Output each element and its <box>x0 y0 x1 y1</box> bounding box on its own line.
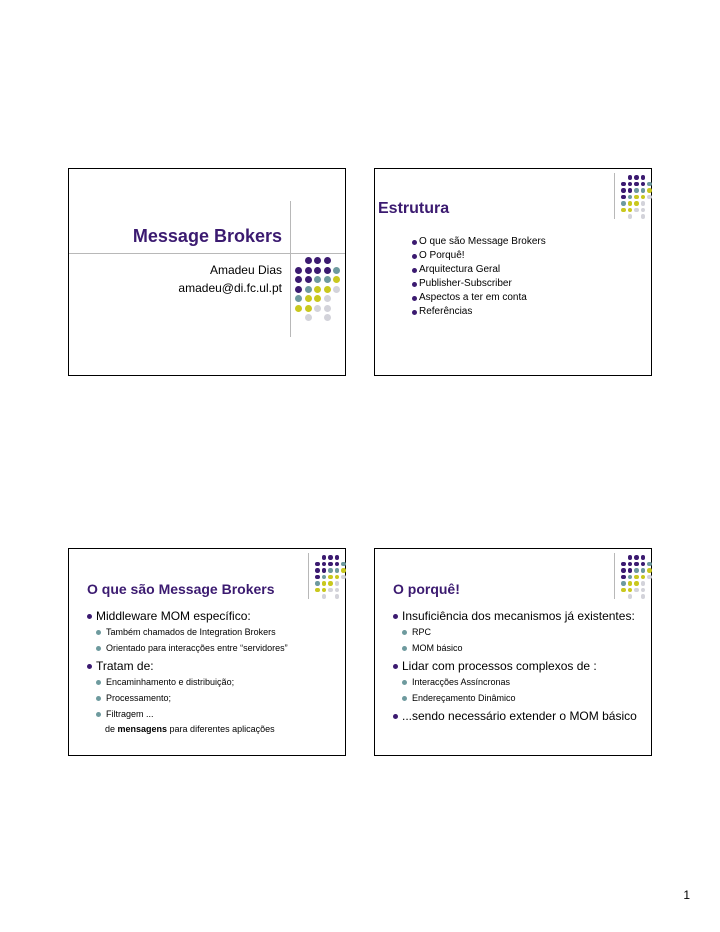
trailing-text: de mensagens para diferentes aplicações <box>105 724 275 734</box>
divider-vertical <box>308 553 309 599</box>
decorative-dot <box>324 286 331 293</box>
decorative-dot <box>621 568 626 573</box>
sub-bullet-item: Filtragem ... <box>87 709 288 720</box>
decorative-dot <box>634 555 639 560</box>
decorative-dot <box>628 588 633 593</box>
decorative-dot <box>641 594 646 599</box>
decorative-dot <box>324 295 331 302</box>
decorative-dot <box>335 562 340 567</box>
decorative-dot <box>328 581 333 586</box>
decorative-dot <box>634 208 639 213</box>
slide-title <box>68 168 346 376</box>
decorative-dot <box>305 267 312 274</box>
slide-heading: Estrutura <box>378 200 450 217</box>
decorative-dot <box>322 588 327 593</box>
decorative-dot <box>628 214 633 219</box>
decorative-dot <box>314 276 321 283</box>
decorative-dot <box>314 295 321 302</box>
divider-vertical <box>290 201 291 337</box>
agenda-list <box>412 235 546 319</box>
decorative-dot <box>641 575 646 580</box>
slide-estrutura <box>374 168 652 376</box>
decorative-dot <box>628 182 633 187</box>
decorative-dot <box>335 555 340 560</box>
decorative-dot <box>641 188 646 193</box>
decorative-dot <box>634 195 639 200</box>
bullet-item: ...sendo necessário extender o MOM básico <box>393 709 637 723</box>
decorative-dot <box>634 575 639 580</box>
bullet-item: Tratam de: <box>87 659 288 673</box>
content-list <box>87 609 288 735</box>
decorative-dot <box>641 588 646 593</box>
divider-horizontal <box>69 253 345 254</box>
decorative-dot <box>634 182 639 187</box>
page-number: 1 <box>683 888 690 902</box>
content-list <box>393 609 637 727</box>
emphasis-text: mensagens <box>117 724 168 734</box>
decorative-dot <box>647 562 652 567</box>
decorative-dot <box>305 286 312 293</box>
decorative-dot <box>333 286 340 293</box>
decorative-dot <box>305 295 312 302</box>
decorative-dot <box>628 575 633 580</box>
bullet-item: Insuficiência dos mecanismos já existentes: <box>393 609 637 623</box>
decorative-dot <box>315 581 320 586</box>
decorative-dot <box>634 175 639 180</box>
decorative-dot <box>641 568 646 573</box>
decorative-dot <box>641 562 646 567</box>
decorative-dot <box>621 195 626 200</box>
bullet-item: Middleware MOM específico: <box>87 609 288 623</box>
decorative-dot <box>647 575 652 580</box>
slide-o-porque <box>374 548 652 756</box>
decorative-dot <box>324 276 331 283</box>
decorative-dot <box>641 214 646 219</box>
decorative-dot <box>305 257 312 264</box>
agenda-item: Referências <box>412 305 546 319</box>
decorative-dot <box>314 267 321 274</box>
slide-heading: O que são Message Brokers <box>87 581 275 597</box>
decorative-dot <box>341 575 346 580</box>
decorative-dot <box>628 555 633 560</box>
decorative-dot <box>628 581 633 586</box>
decorative-dot <box>335 575 340 580</box>
decorative-dot <box>324 305 331 312</box>
decorative-dot <box>628 568 633 573</box>
sub-bullet-item: Também chamados de Integration Brokers <box>87 627 288 638</box>
slide-heading: O porquê! <box>393 581 460 597</box>
decorative-dot <box>628 188 633 193</box>
presentation-title: Message Brokers <box>132 226 282 246</box>
decorative-dot <box>333 276 340 283</box>
decorative-dot <box>641 208 646 213</box>
sub-bullet-item: MOM básico <box>393 643 637 654</box>
decorative-dot <box>628 175 633 180</box>
decorative-dot <box>305 314 312 321</box>
decorative-dot <box>621 182 626 187</box>
decorative-dot <box>322 575 327 580</box>
decorative-dot <box>634 568 639 573</box>
decorative-dot <box>295 267 302 274</box>
decorative-dot <box>328 575 333 580</box>
decorative-dot <box>335 581 340 586</box>
author-name: Amadeu Dias <box>209 263 282 277</box>
decorative-dot <box>641 182 646 187</box>
decorative-dot <box>328 588 333 593</box>
sub-bullet-item: Endereçamento Dinâmico <box>393 693 637 704</box>
sub-bullet-item: Processamento; <box>87 693 288 704</box>
decorative-dot <box>647 568 652 573</box>
decorative-dot <box>295 276 302 283</box>
decorative-dot <box>335 588 340 593</box>
decorative-dot <box>333 267 340 274</box>
decorative-dot <box>324 314 331 321</box>
decorative-dot <box>634 201 639 206</box>
decorative-dot <box>295 286 302 293</box>
decorative-dot <box>647 195 652 200</box>
decorative-dot <box>315 562 320 567</box>
decorative-dot <box>328 568 333 573</box>
decorative-dot <box>328 562 333 567</box>
decorative-dot <box>621 188 626 193</box>
decorative-dot <box>634 562 639 567</box>
decorative-dot <box>621 575 626 580</box>
decorative-dot <box>295 305 302 312</box>
decorative-dot <box>341 562 346 567</box>
decorative-dot <box>628 562 633 567</box>
sub-bullet-item: Encaminhamento e distribuição; <box>87 677 288 688</box>
agenda-item: Publisher-Subscriber <box>412 277 546 291</box>
decorative-dot <box>621 562 626 567</box>
decorative-dot <box>335 594 340 599</box>
decorative-dot <box>621 201 626 206</box>
decorative-dot <box>634 588 639 593</box>
decorative-dot <box>628 195 633 200</box>
decorative-dot <box>621 588 626 593</box>
decorative-dot <box>628 594 633 599</box>
agenda-item: O Porquê! <box>412 249 546 263</box>
decorative-dot <box>621 581 626 586</box>
divider-vertical <box>614 173 615 219</box>
decorative-dot <box>628 201 633 206</box>
decorative-dot <box>315 568 320 573</box>
slide-o-que-sao <box>68 548 346 756</box>
decorative-dot <box>315 575 320 580</box>
decorative-dot <box>328 555 333 560</box>
sub-bullet-item: RPC <box>393 627 637 638</box>
decorative-dot <box>322 568 327 573</box>
sub-bullet-item: Interacções Assíncronas <box>393 677 637 688</box>
decorative-dot <box>324 257 331 264</box>
author-email: amadeu@di.fc.ul.pt <box>178 281 282 295</box>
decorative-dot <box>305 305 312 312</box>
decorative-dot <box>314 305 321 312</box>
decorative-dot <box>322 594 327 599</box>
decorative-dot <box>314 286 321 293</box>
decorative-dot <box>315 588 320 593</box>
agenda-item: O que são Message Brokers <box>412 235 546 249</box>
agenda-item: Arquitectura Geral <box>412 263 546 277</box>
decorative-dot <box>634 188 639 193</box>
decorative-dot <box>322 562 327 567</box>
decorative-dot <box>295 295 302 302</box>
sub-bullet-item: Orientado para interacções entre “servidores” <box>87 643 288 654</box>
decorative-dot <box>341 568 346 573</box>
decorative-dot <box>322 581 327 586</box>
decorative-dot <box>621 208 626 213</box>
decorative-dot <box>641 175 646 180</box>
decorative-dot <box>641 195 646 200</box>
decorative-dot <box>641 201 646 206</box>
decorative-dot <box>314 257 321 264</box>
decorative-dot <box>335 568 340 573</box>
divider-vertical <box>614 553 615 599</box>
decorative-dot <box>647 182 652 187</box>
decorative-dot <box>634 581 639 586</box>
decorative-dot <box>322 555 327 560</box>
decorative-dot <box>641 581 646 586</box>
decorative-dot <box>305 276 312 283</box>
decorative-dot <box>324 267 331 274</box>
decorative-dot <box>647 188 652 193</box>
bullet-item: Lidar com processos complexos de : <box>393 659 637 673</box>
decorative-dot <box>628 208 633 213</box>
decorative-dot <box>641 555 646 560</box>
agenda-item: Aspectos a ter em conta <box>412 291 546 305</box>
